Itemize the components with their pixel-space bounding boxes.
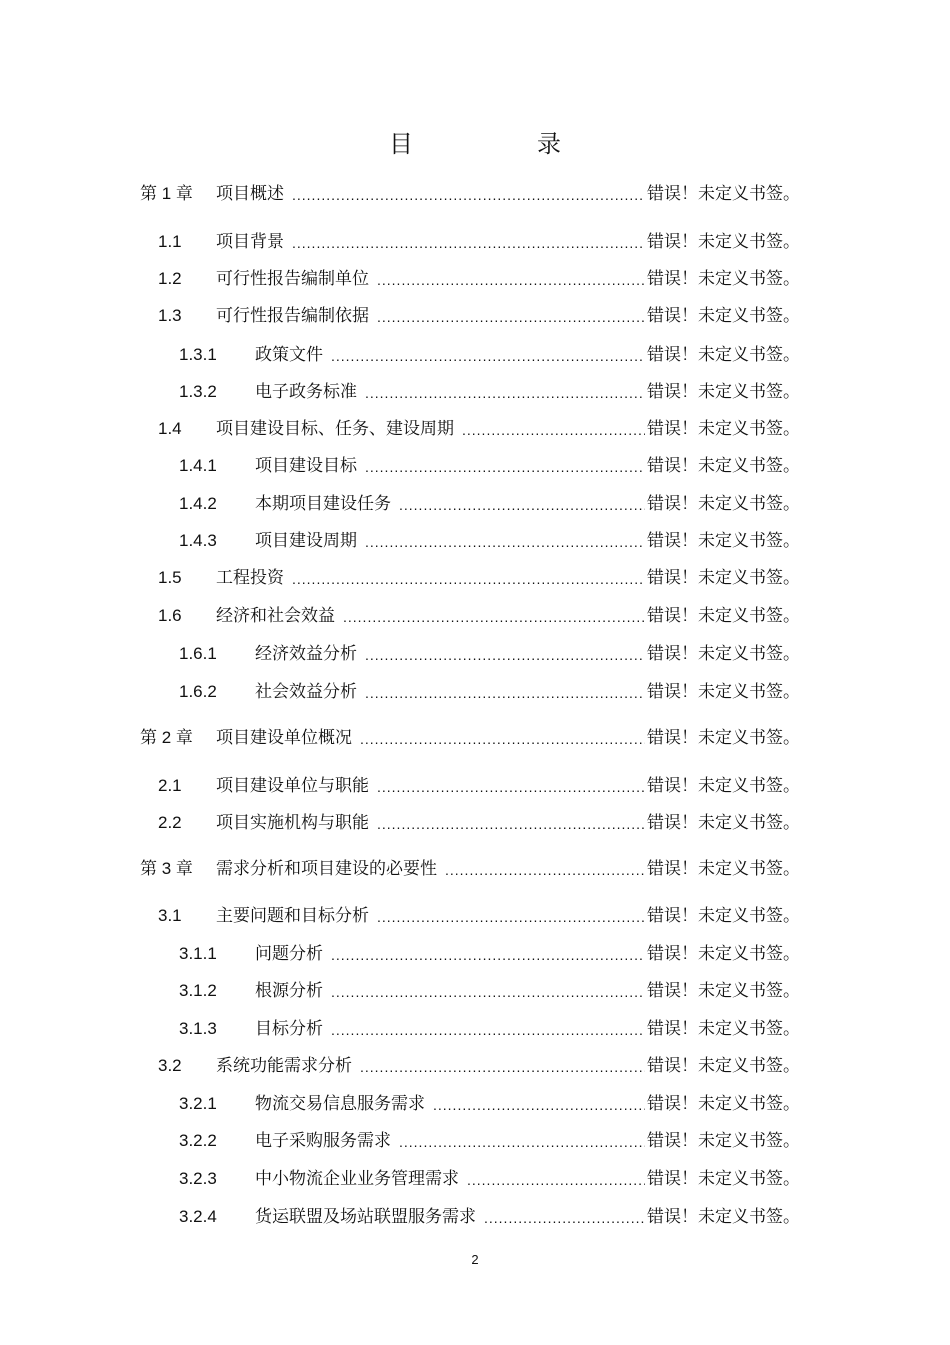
toc-entry[interactable] xyxy=(158,564,800,588)
toc-leader-dots xyxy=(292,186,645,204)
toc-entry-page-ref: 错误！未定义书签。 xyxy=(647,1169,800,1189)
toc-entry-page-ref: 错误！未定义书签。 xyxy=(647,306,800,326)
toc-entry-number: 1.4.1 xyxy=(179,456,217,475)
toc-entry[interactable] xyxy=(179,977,800,1001)
toc-entry-number: 1.3.2 xyxy=(179,382,217,401)
toc-entry-number: 3.1.2 xyxy=(179,981,217,1000)
toc-entry[interactable] xyxy=(179,527,800,551)
toc-leader-dots xyxy=(377,271,645,289)
toc-entry-label: 项目背景 xyxy=(216,232,284,252)
toc-entry-page-ref: 错误！未定义书签。 xyxy=(647,682,800,702)
toc-entry-page-ref: 错误！未定义书签。 xyxy=(647,859,800,879)
toc-entry[interactable] xyxy=(158,1052,800,1076)
toc-entry-label: 目标分析 xyxy=(255,1019,323,1039)
toc-entry-number: 3.2.1 xyxy=(179,1094,217,1113)
toc-entry-label: 可行性报告编制依据 xyxy=(216,306,369,326)
toc-entry-label: 问题分析 xyxy=(255,944,323,964)
toc-entry-label: 中小物流企业业务管理需求 xyxy=(255,1169,459,1189)
toc-entry-number: 1.4.3 xyxy=(179,531,217,550)
toc-leader-dots xyxy=(484,1209,645,1227)
toc-entry[interactable] xyxy=(179,1127,800,1151)
toc-entry-number: 1.1 xyxy=(158,232,182,251)
toc-entry-number: 3.2.2 xyxy=(179,1131,217,1150)
toc-entry-page-ref: 错误！未定义书签。 xyxy=(647,728,800,748)
toc-entry-page-ref: 错误！未定义书签。 xyxy=(647,1207,800,1227)
toc-entry-number: 1.4.2 xyxy=(179,494,217,513)
toc-leader-dots xyxy=(365,646,645,664)
toc-entry-label: 物流交易信息服务需求 xyxy=(255,1094,425,1114)
toc-entry-label: 项目概述 xyxy=(216,184,284,204)
toc-entry-page-ref: 错误！未定义书签。 xyxy=(647,232,800,252)
toc-entry-page-ref: 错误！未定义书签。 xyxy=(647,1056,800,1076)
toc-entry-number: 3.2.4 xyxy=(179,1207,217,1226)
toc-entry-label: 政策文件 xyxy=(255,345,323,365)
toc-entry[interactable] xyxy=(179,1203,800,1227)
toc-entry-number: 3.1.1 xyxy=(179,944,217,963)
toc-entry[interactable] xyxy=(158,602,800,626)
toc-entry-number: 3.1 xyxy=(158,906,182,925)
toc-leader-dots xyxy=(331,946,645,964)
toc-leader-dots xyxy=(360,1058,645,1076)
toc-entry-number: 3.1.3 xyxy=(179,1019,217,1038)
toc-entry-number: 1.3 xyxy=(158,306,182,325)
toc-entry-page-ref: 错误！未定义书签。 xyxy=(647,981,800,1001)
toc-entry-number: 3.2 xyxy=(158,1056,182,1075)
toc-leader-dots xyxy=(331,1021,645,1039)
toc-entry-page-ref: 错误！未定义书签。 xyxy=(647,1094,800,1114)
toc-leader-dots xyxy=(467,1171,645,1189)
toc-entry-page-ref: 错误！未定义书签。 xyxy=(647,813,800,833)
toc-entry[interactable] xyxy=(158,415,800,439)
toc-leader-dots xyxy=(365,684,645,702)
toc-entry-label: 根源分析 xyxy=(255,981,323,1001)
toc-entry-label: 项目建设单位与职能 xyxy=(216,776,369,796)
toc-entry-label: 本期项目建设任务 xyxy=(255,494,391,514)
toc-leader-dots xyxy=(399,496,645,514)
toc-entry-number: 第 1 章 xyxy=(140,184,193,203)
toc-entry-label: 项目建设目标 xyxy=(255,456,357,476)
toc-entry-page-ref: 错误！未定义书签。 xyxy=(647,568,800,588)
toc-entry-page-ref: 错误！未定义书签。 xyxy=(647,382,800,402)
toc-entry-page-ref: 错误！未定义书签。 xyxy=(647,269,800,289)
toc-entry-label: 项目建设周期 xyxy=(255,531,357,551)
toc-leader-dots xyxy=(365,384,645,402)
toc-entry-label: 项目建设目标、任务、建设周期 xyxy=(216,419,454,439)
toc-leader-dots xyxy=(462,421,645,439)
toc-leader-dots xyxy=(445,861,645,879)
toc-entry-label: 经济和社会效益 xyxy=(216,606,335,626)
toc-entry-label: 项目建设单位概况 xyxy=(216,728,352,748)
toc-entry[interactable] xyxy=(140,724,800,748)
toc-entry-label: 电子采购服务需求 xyxy=(255,1131,391,1151)
toc-leader-dots xyxy=(377,778,645,796)
toc-entry-label: 主要问题和目标分析 xyxy=(216,906,369,926)
toc-entry-number: 1.4 xyxy=(158,419,182,438)
toc-entry-page-ref: 错误！未定义书签。 xyxy=(647,419,800,439)
toc-entry[interactable] xyxy=(179,490,800,514)
toc-entry[interactable] xyxy=(179,452,800,476)
toc-entry-label: 货运联盟及场站联盟服务需求 xyxy=(255,1207,476,1227)
toc-entry-page-ref: 错误！未定义书签。 xyxy=(647,644,800,664)
toc-entry-label: 需求分析和项目建设的必要性 xyxy=(216,859,437,879)
toc-entry-page-ref: 错误！未定义书签。 xyxy=(647,606,800,626)
toc-entry[interactable] xyxy=(158,265,800,289)
toc-leader-dots xyxy=(365,533,645,551)
toc-leader-dots xyxy=(292,570,645,588)
toc-entry-label: 系统功能需求分析 xyxy=(216,1056,352,1076)
toc-entry-page-ref: 错误！未定义书签。 xyxy=(647,1131,800,1151)
toc-entry[interactable] xyxy=(179,341,800,365)
toc-entry[interactable] xyxy=(179,640,800,664)
toc-entry-number: 1.6.1 xyxy=(179,644,217,663)
toc-leader-dots xyxy=(292,234,645,252)
toc-entry-page-ref: 错误！未定义书签。 xyxy=(647,776,800,796)
toc-entry-page-ref: 错误！未定义书签。 xyxy=(647,944,800,964)
toc-entry[interactable] xyxy=(140,180,800,204)
toc-entry-label: 经济效益分析 xyxy=(255,644,357,664)
page-number: 2 xyxy=(471,1252,479,1267)
toc-leader-dots xyxy=(399,1133,645,1151)
toc-entry-page-ref: 错误！未定义书签。 xyxy=(647,456,800,476)
page-title: 目 录 xyxy=(389,130,611,158)
toc-entry-number: 1.3.1 xyxy=(179,345,217,364)
toc-leader-dots xyxy=(377,908,645,926)
toc-leader-dots xyxy=(365,458,645,476)
toc-leader-dots xyxy=(377,308,645,326)
toc-entry[interactable] xyxy=(179,1165,800,1189)
toc-entry-number: 2.2 xyxy=(158,813,182,832)
toc-entry[interactable] xyxy=(179,378,800,402)
toc-entry-label: 可行性报告编制单位 xyxy=(216,269,369,289)
toc-entry-number: 第 3 章 xyxy=(140,859,193,878)
toc-entry-number: 1.5 xyxy=(158,568,182,587)
toc-entry-label: 工程投资 xyxy=(216,568,284,588)
toc-entry[interactable] xyxy=(158,302,800,326)
toc-entry-number: 3.2.3 xyxy=(179,1169,217,1188)
toc-entry[interactable] xyxy=(179,940,800,964)
toc-entry[interactable] xyxy=(158,772,800,796)
toc-leader-dots xyxy=(331,347,645,365)
toc-entry-page-ref: 错误！未定义书签。 xyxy=(647,184,800,204)
toc-entry[interactable] xyxy=(179,1015,800,1039)
toc-entry-page-ref: 错误！未定义书签。 xyxy=(647,531,800,551)
toc-entry[interactable] xyxy=(158,228,800,252)
toc-entry-label: 项目实施机构与职能 xyxy=(216,813,369,833)
toc-leader-dots xyxy=(433,1096,645,1114)
toc-leader-dots xyxy=(331,983,645,1001)
toc-leader-dots xyxy=(343,608,645,626)
toc-entry-page-ref: 错误！未定义书签。 xyxy=(647,906,800,926)
toc-entry[interactable] xyxy=(158,809,800,833)
toc-entry-page-ref: 错误！未定义书签。 xyxy=(647,1019,800,1039)
toc-leader-dots xyxy=(377,815,645,833)
toc-entry[interactable] xyxy=(140,855,800,879)
toc-entry[interactable] xyxy=(179,1090,800,1114)
toc-entry-number: 1.6.2 xyxy=(179,682,217,701)
toc-entry-page-ref: 错误！未定义书签。 xyxy=(647,494,800,514)
toc-entry[interactable] xyxy=(179,678,800,702)
toc-entry-label: 社会效益分析 xyxy=(255,682,357,702)
toc-entry[interactable] xyxy=(158,902,800,926)
toc-entry-number: 2.1 xyxy=(158,776,182,795)
toc-leader-dots xyxy=(360,730,645,748)
toc-entry-number: 第 2 章 xyxy=(140,728,193,747)
toc-entry-page-ref: 错误！未定义书签。 xyxy=(647,345,800,365)
toc-entry-number: 1.6 xyxy=(158,606,182,625)
toc-entry-label: 电子政务标准 xyxy=(255,382,357,402)
toc-entry-number: 1.2 xyxy=(158,269,182,288)
